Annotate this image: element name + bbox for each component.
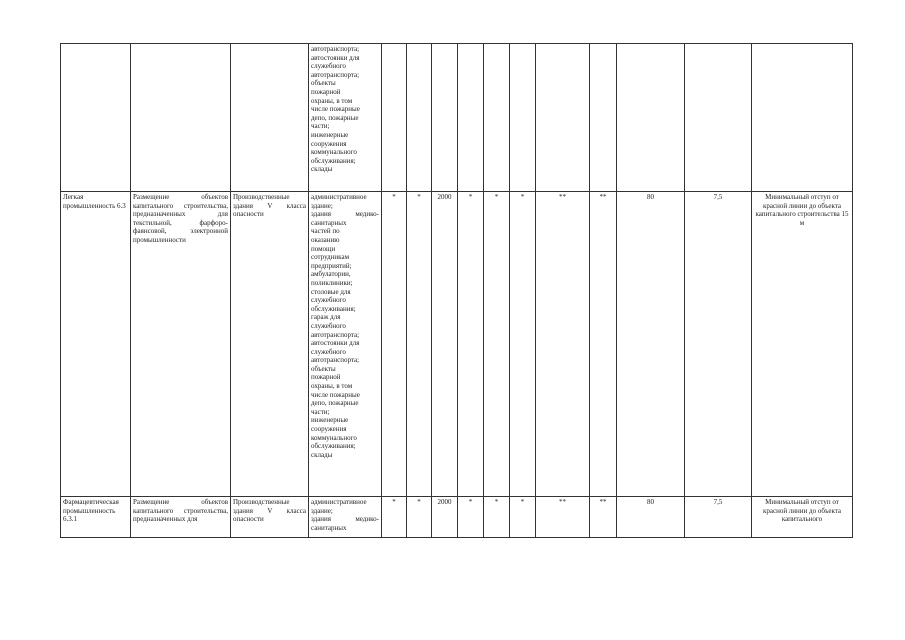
table-row [61,44,853,192]
cell-note: Минимальный отступ от красной линии до объекта капитального строительства 15 м [752,192,853,497]
cell-value: 80 [617,497,685,538]
cell-description [131,44,231,192]
cell-value: ** [536,192,590,497]
cell-class: Производственные здания V класса опасности [231,192,309,497]
cell-value: 80 [617,192,685,497]
cell-value: * [382,497,407,538]
cell-name: Фармацевтическая промышленность 6.3.1 [61,497,131,538]
cell-value: * [407,192,432,497]
cell-value: 2000 [432,497,458,538]
cell-value: * [407,497,432,538]
table-row [61,192,853,497]
cell-class: Производственные здания V класса опасности [231,497,309,538]
cell-uses: административное здание; здания медико-санитарных частей по оказанию помощи сотрудникам предприятий; амбулатории, поликлиники; столовые для служебного обслуживания; гараж для служебного автотранспорта; автостоянки для служебного автотранспорта; объекты пожарной охраны, в том числе пожарные депо, пожарные части; инженерные сооружения коммунального обслуживания; склады [309,192,382,497]
cell-value: ** [590,497,617,538]
zoning-table [60,43,853,538]
cell-value: ** [536,497,590,538]
cell-value: * [510,192,536,497]
cell-value: * [458,497,484,538]
cell-description: Размещение объектов капитального строительства, предназначенных для [131,497,231,538]
cell-value: * [484,497,510,538]
cell-value: * [484,192,510,497]
cell-name: Легкая промышленность 6.3 [61,192,131,497]
cell-value: * [510,497,536,538]
cell-value: * [382,192,407,497]
cell-value: 7,5 [685,192,752,497]
cell-class [231,44,309,192]
cell-name [61,44,131,192]
cell-uses: административное здание; здания медико-санитарных [309,497,382,538]
cell-uses: автотранспорта; автостоянки для служебного автотранспорта; объекты пожарной охраны, в том числе пожарные депо, пожарные части; инженерные сооружения коммунального обслуживания; склады [309,44,382,192]
cell-note: Минимальный отступ от красной линии до объекта капитального [752,497,853,538]
cell-value: 2000 [432,192,458,497]
table-row [61,497,853,538]
cell-value: * [458,192,484,497]
cell-value: 7,5 [685,497,752,538]
cell-value: ** [590,192,617,497]
cell-description: Размещение объектов капитального строительства, предназначенных для текстильной, фарфоро-фаянсовой, электронной промышленности [131,192,231,497]
